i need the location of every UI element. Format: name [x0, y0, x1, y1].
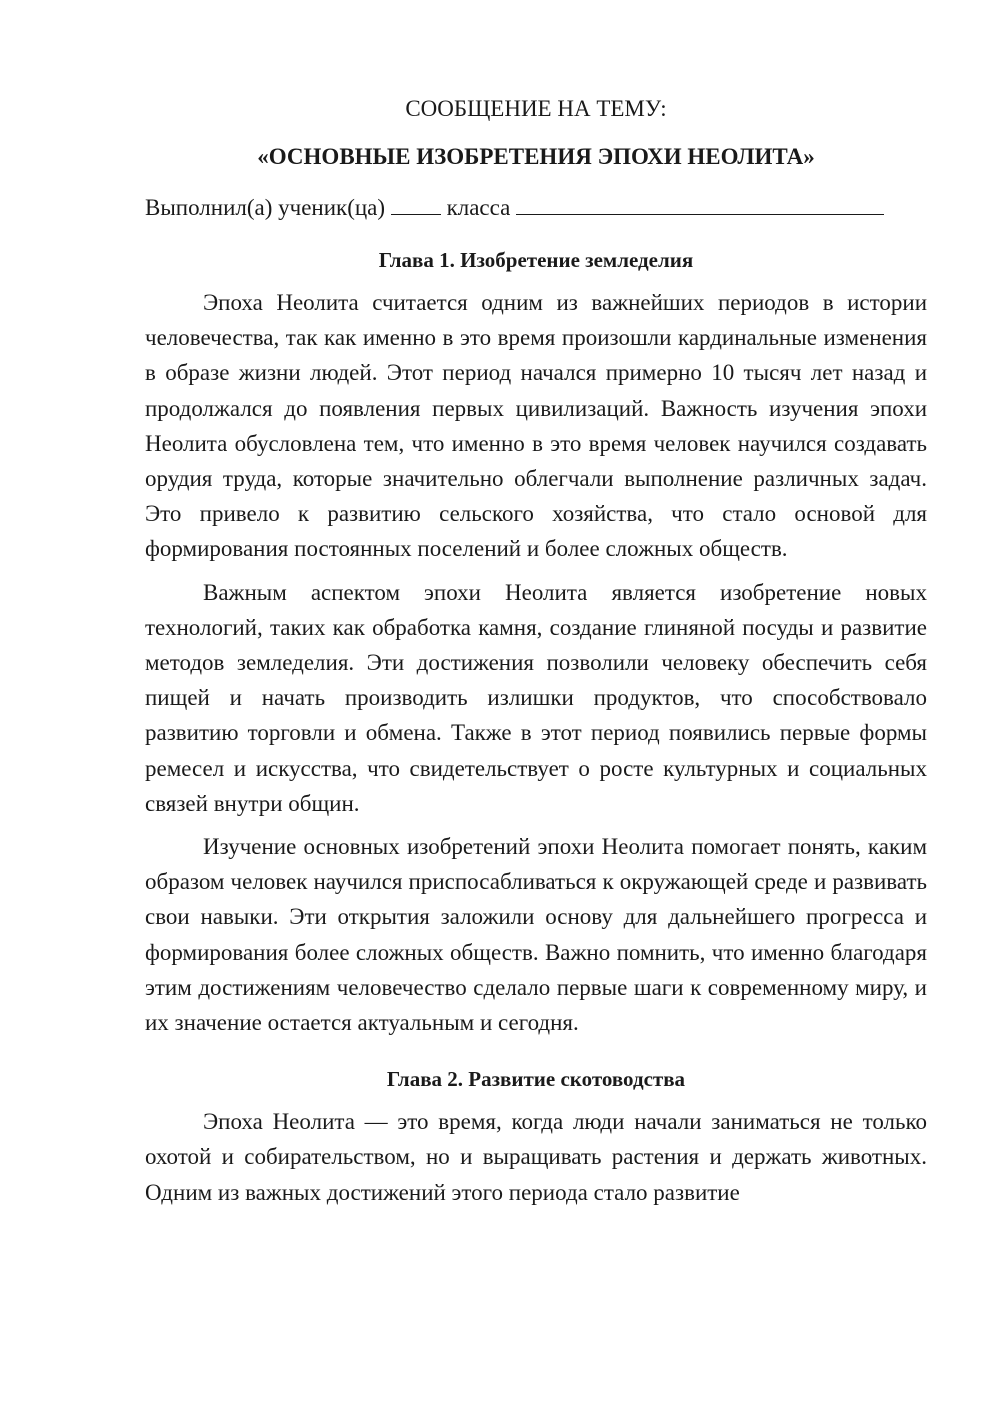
document-page [145, 94, 927, 1218]
document-heading: СООБЩЕНИЕ НА ТЕМУ: [405, 96, 667, 121]
student-name-blank [516, 192, 884, 215]
document-title: «ОСНОВНЫЕ ИЗОБРЕТЕНИЯ ЭПОХИ НЕОЛИТА» [257, 144, 815, 169]
chapter-2-title: Глава 2. Развитие скотоводства [386, 1067, 686, 1092]
chapter-1-paragraph-3: Изучение основных изобретений эпохи Неолита помогает понять, каким образом человек научился приспосабливаться к окружающей среде и развивать свои навыки. Эти открытия заложили основу для дальнейшего прогресса и формирования более сложных обществ. Важно помнить, что именно благодаря этим достижениям человечество сделало первые шаги к современному миру, и их значение остается актуальным и сегодня. [145, 834, 927, 1036]
chapter-1-paragraph-1: Эпоха Неолита считается одним из важнейших периодов в истории человечества, так как именно в это время произошли кардинальные изменения в образе жизни людей. Этот период начался примерно 10 тысяч лет назад и продолжался до появления первых цивилизаций. Важность изучения эпохи Неолита обусловлена тем, что именно в это время человек научился создавать орудия труда, которые значительно облегчали выполнение различных задач. Это привело к развитию сельского хозяйства, что стало основой для формирования постоянных поселений и более сложных обществ. [145, 290, 927, 562]
chapter-2-paragraph-1: Эпоха Неолита — это время, когда люди начали заниматься не только охотой и собирательством, но и выращивать растения и держать животных. Одним из важных достижений этого периода стало развитие [145, 1109, 927, 1205]
author-line [145, 192, 927, 223]
class-number-blank [391, 192, 441, 215]
performed-by-label: Выполнил(а) ученик(ца) [145, 195, 386, 220]
class-label: класса [446, 195, 511, 220]
chapter-1-title: Глава 1. Изобретение земледелия [378, 248, 694, 272]
chapter-1-paragraph-2: Важным аспектом эпохи Неолита является изобретение новых технологий, таких как обработка камня, создание глиняной посуды и развитие методов земледелия. Эти достижения позволили человеку обеспечить себя пищей и начать производить излишки продуктов, что способствовало развитию торговли и обмена. Также в этот период появились первые формы ремесел и искусства, что свидетельствует о росте культурных и социальных связей внутри общин. [145, 579, 927, 816]
